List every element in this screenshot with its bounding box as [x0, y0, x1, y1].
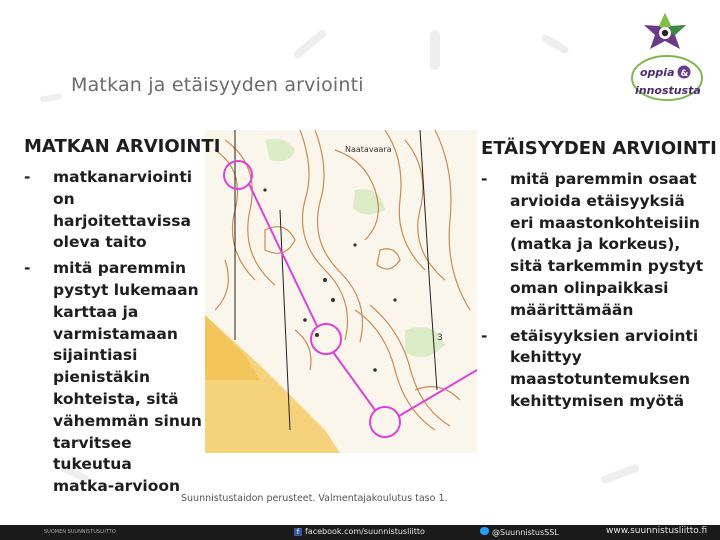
- bullet-line: varmistamaan: [53, 324, 178, 343]
- bullet-line: pienistäkin: [53, 368, 151, 387]
- left-text-column: [24, 136, 221, 502]
- twitter-link-text: @SuunnistusSSL: [492, 528, 559, 537]
- bullet-line: vähemmän sinun: [53, 411, 202, 430]
- bullet-text: [53, 258, 214, 498]
- bullet-text: [53, 167, 214, 254]
- map-place-label: Naatavaara: [345, 145, 392, 154]
- facebook-link-text: facebook.com/suunnistusliitto: [305, 527, 425, 536]
- bullet-line: oleva taito: [53, 233, 147, 252]
- bullet-dash: -: [481, 170, 488, 188]
- bullet-line: kohteista, sitä: [53, 389, 179, 408]
- background-decoration: [600, 463, 640, 484]
- bullet-line: matkanarviointi: [53, 168, 193, 186]
- bullet-line: maastotuntemuksen: [510, 370, 691, 389]
- bullet-text: [510, 326, 698, 413]
- right-heading: ETÄISYYDEN ARVIOINTI: [481, 138, 717, 159]
- bullet-line: määrittämään: [510, 300, 634, 319]
- orienteering-map: [205, 130, 477, 453]
- bullet-line: kehittymisen myötä: [510, 391, 685, 410]
- bullet-line: karttaa ja: [53, 302, 139, 321]
- bullet-line: etäisyyksien arviointi: [510, 326, 699, 345]
- background-decoration: [292, 28, 328, 60]
- bullet-line: kehittyy: [510, 348, 582, 367]
- right-bullet: [481, 326, 713, 413]
- oppia-innostusta-logo: [628, 10, 706, 104]
- left-bullet: [24, 258, 214, 498]
- bullet-line: mitä paremmin: [53, 259, 187, 278]
- logo-word-oppia: oppia: [640, 66, 675, 79]
- bullet-line: arvioida etäisyyksiä: [510, 191, 685, 210]
- bullet-dash: -: [24, 259, 31, 278]
- background-decoration: [430, 30, 440, 70]
- bullet-dash: -: [24, 168, 31, 186]
- bullet-line: tarvitsee tukeutua: [53, 433, 132, 474]
- bullet-line: eri maastonkohteisiin: [510, 213, 700, 232]
- footer-brand: SUOMEN SUUNNISTUSLIITTO: [44, 529, 116, 535]
- twitter-icon: [480, 527, 489, 535]
- bullet-line: oman olinpaikkasi: [510, 278, 669, 297]
- bullet-text: [510, 169, 703, 322]
- background-decoration: [40, 93, 63, 103]
- bullet-line: (matka ja korkeus),: [510, 235, 681, 254]
- facebook-icon: f: [294, 528, 302, 536]
- bullet-line: mitä paremmin osaat: [510, 170, 697, 188]
- footer-twitter-link[interactable]: [480, 527, 559, 537]
- slide-caption: Suunnistustaidon perusteet. Valmentajakoulutus taso 1.: [181, 493, 448, 504]
- bullet-line: pystyt lukemaan: [53, 280, 199, 299]
- left-heading: MATKAN ARVIOINTI: [24, 136, 221, 157]
- slide-title: Matkan ja etäisyyden arviointi: [71, 74, 364, 96]
- right-text-column: [481, 138, 717, 417]
- bullet-line: sitä tarkemmin pystyt: [510, 257, 704, 276]
- footer-website-link[interactable]: www.suunnistusliitto.fi: [606, 526, 708, 536]
- logo-word-ampersand: &: [680, 69, 689, 79]
- footer-bar: [0, 525, 720, 540]
- background-decoration: [540, 33, 570, 55]
- bullet-line: sijaintiasi: [53, 346, 138, 365]
- footer-facebook-link[interactable]: [294, 527, 425, 536]
- left-bullet: [24, 167, 214, 254]
- logo-word-innostusta: innostusta: [635, 84, 701, 97]
- bullet-dash: -: [481, 326, 488, 345]
- right-bullet: [481, 169, 713, 322]
- bullet-line: matka-arvioon: [53, 477, 181, 496]
- map-control-number: 3: [437, 333, 443, 343]
- bullet-line: on harjoitettavissa: [53, 189, 191, 230]
